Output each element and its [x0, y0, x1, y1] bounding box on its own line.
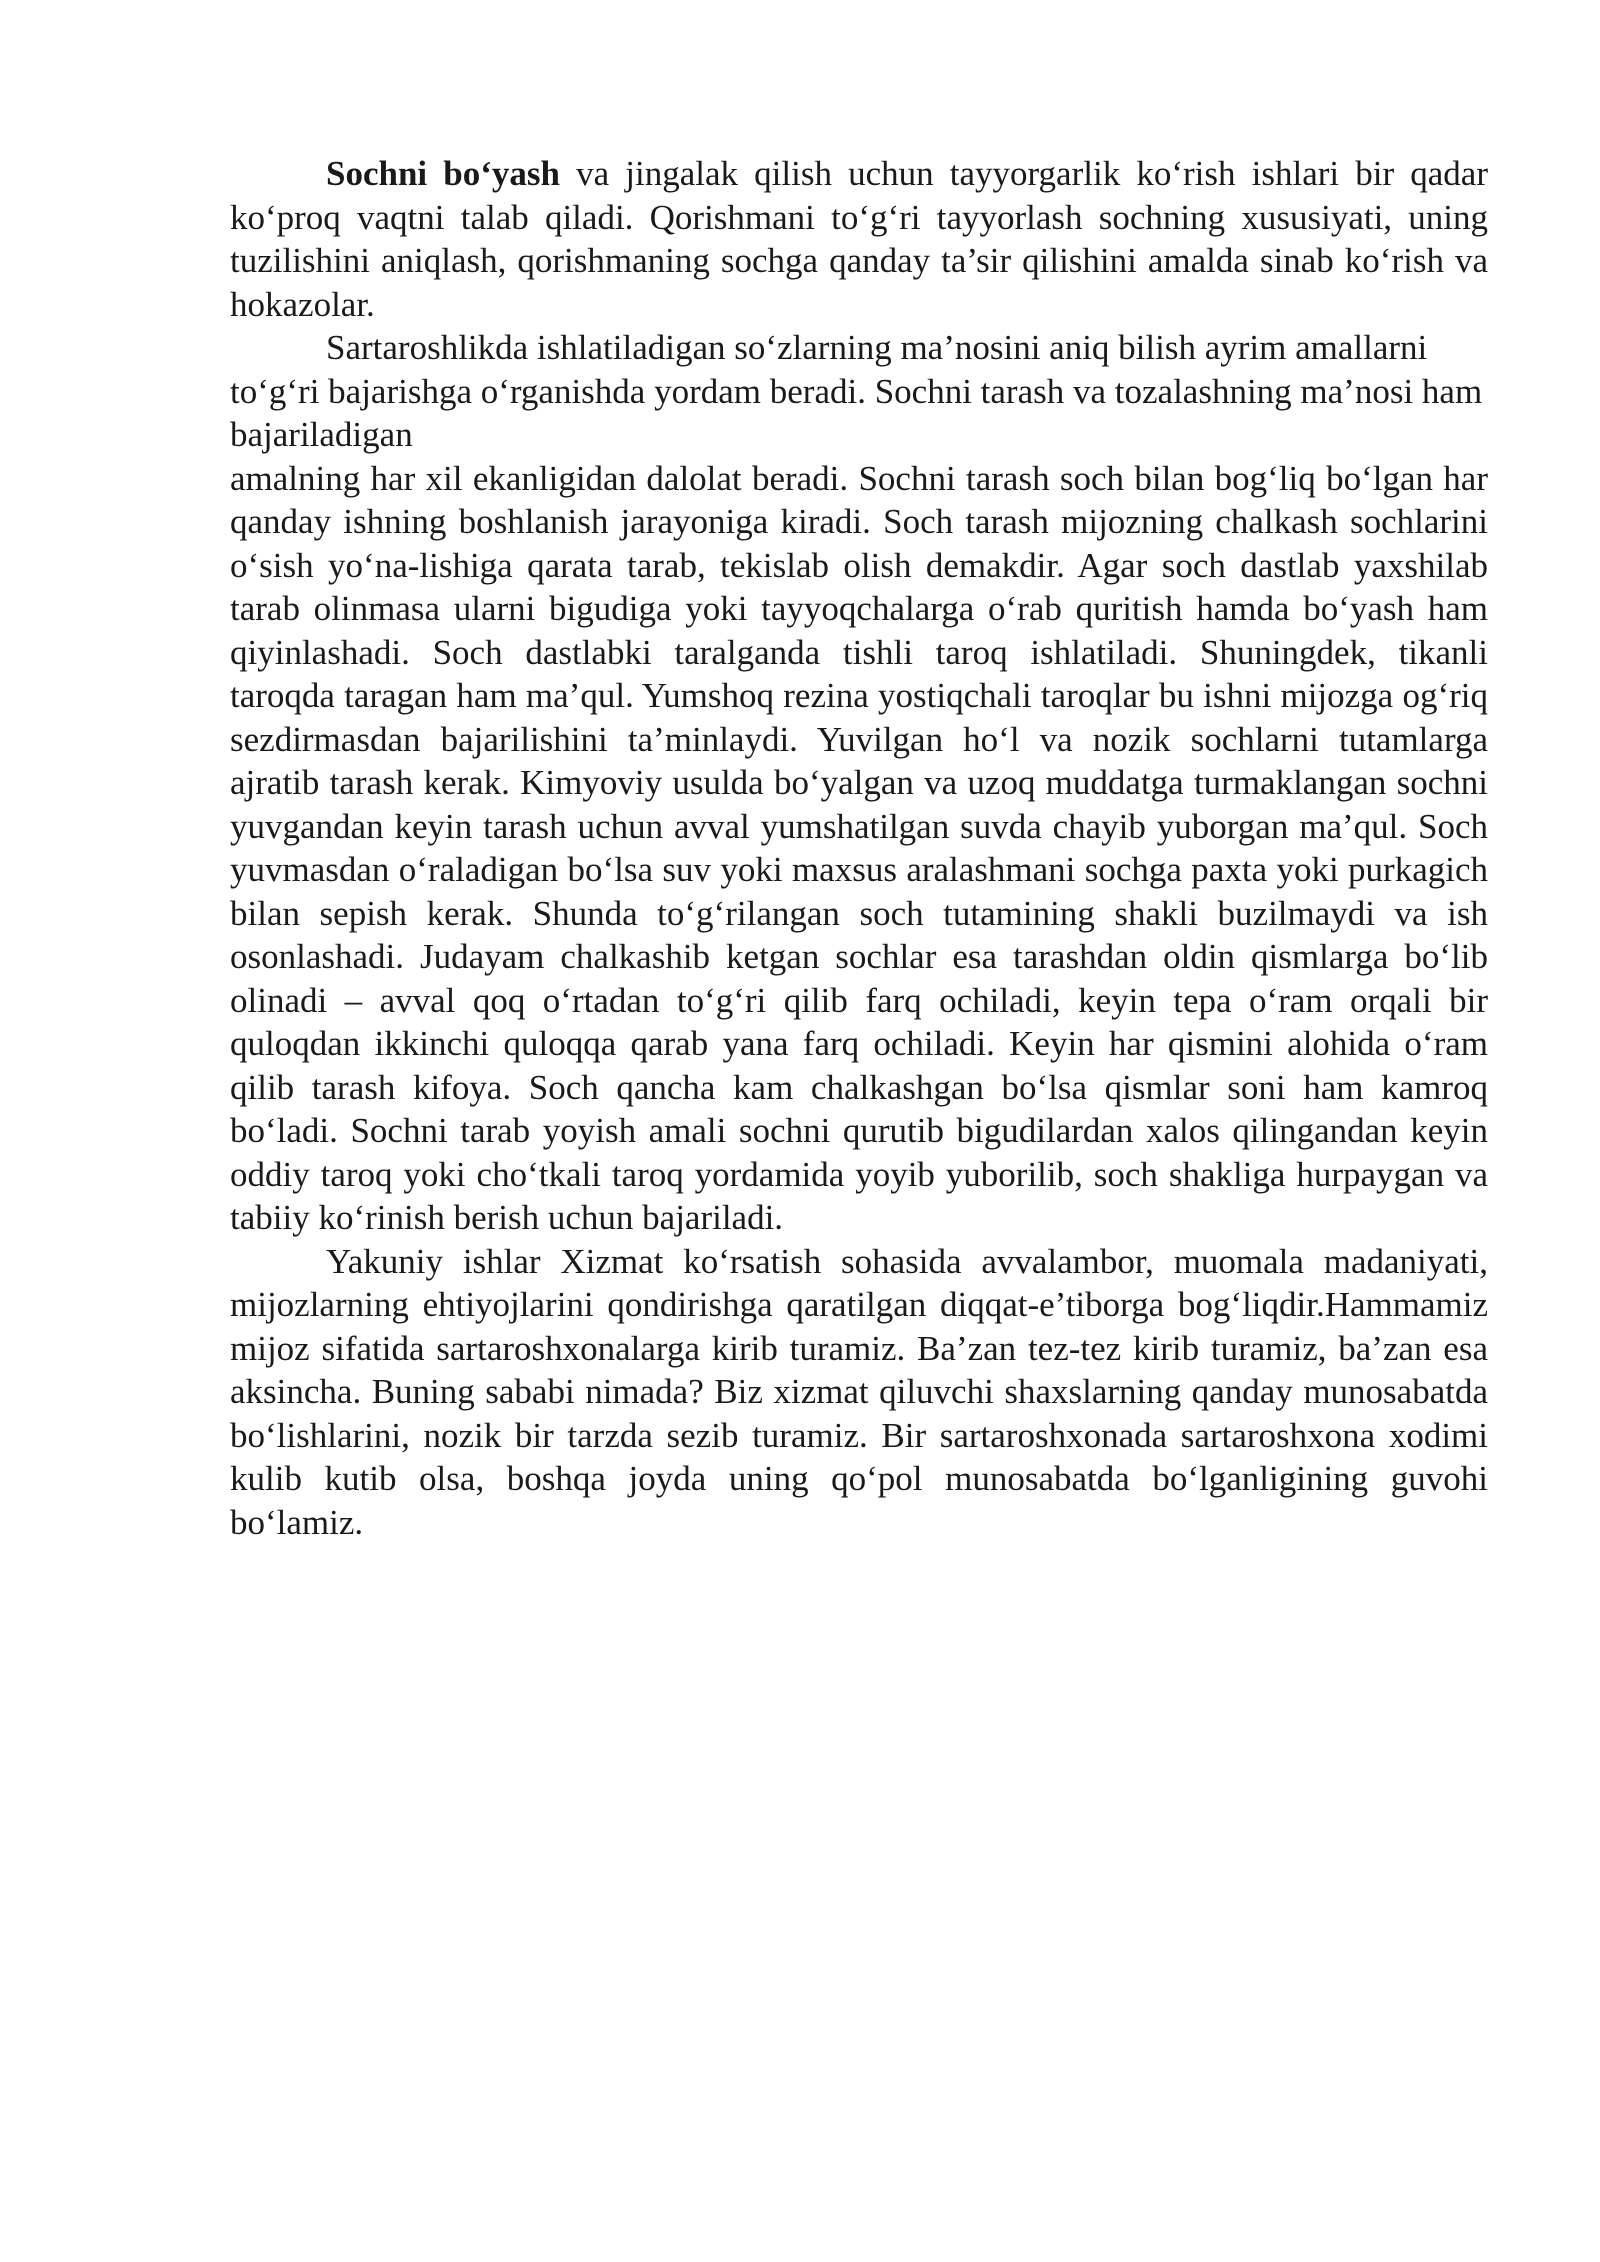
paragraph-1-lead: Sochni bo‘yash — [326, 154, 560, 193]
paragraph-1-text: va jingalak qilish uchun tayyorgarlik ko‘rish ishlari bir qadar ko‘proq vaqtni talab qiladi. Qorishmani to‘g‘ri tayyorlash sochning xususiyati, uning tuzilishini aniqlash, qorishmaning sochga qanday ta’sir qilishini amalda sinab ko‘rish va hokazolar. — [230, 154, 1488, 324]
paragraph-3: amalning har xil ekanligidan dalolat beradi. Sochni tarash soch bilan bog‘liq bo‘lgan har qanday ishning boshlanish jarayoniga kiradi. Soch tarash mijozning chalkash sochlarini o‘sish yo‘na-lishiga qarata tarab, tekislab olish demakdir. Agar soch dastlab yaxshilab tarab olinmasa ularni bigudiga yoki tayyoqchalarga o‘rab quritish hamda bo‘yash ham qiyinlashadi. Soch dastlabki taralganda tishli taroq ishlatiladi. Shuningdek, tikanli taroqda taragan ham ma’qul. Yumshoq rezina yostiqchali taroqlar bu ishni mijozga og‘riq sezdirmasdan bajarilishini ta’minlaydi. Yuvilgan ho‘l va nozik sochlarni tutamlarga ajratib tarash kerak. Kimyoviy usulda bo‘yalgan va uzoq muddatga turmaklangan sochni yuvgandan keyin tarash uchun avval yumshatilgan suvda chayib yuborgan ma’qul. Soch yuvmasdan o‘raladigan bo‘lsa suv yoki maxsus aralashmani sochga paxta yoki purkagich bilan sepish kerak. Shunda to‘g‘rilangan soch tutamining shakli buzilmaydi va ish osonlashadi. Judayam chalkashib ketgan sochlar esa tarashdan oldin qismlarga bo‘lib olinadi – avval qoq o‘rtadan to‘g‘ri qilib farq ochiladi, keyin tepa o‘ram orqali bir quloqdan ikkinchi quloqqa qarab yana farq ochiladi. Keyin har qismini alohida o‘ram qilib tarash kifoya. Soch qancha kam chalkashgan bo‘lsa qismlar soni ham kamroq bo‘ladi. Sochni tarab yoyish amali sochni qurutib bigudilardan xalos qilingandan keyin oddiy taroq yoki cho‘tkali taroq yordamida yoyib yuborilib, soch shakliga hurpaygan va tabiiy ko‘rinish berish uchun bajariladi. — [230, 458, 1488, 1237]
paragraph-1 — [230, 152, 1488, 326]
paragraph-2: Sartaroshlikda ishlatiladigan so‘zlarning ma’nosini aniq bilish ayrim amallarni to‘g‘ri bajarishga o‘rganishda yordam beradi. Sochni tarash va tozalashning ma’nosi ham bajariladigan — [230, 328, 1483, 454]
paragraph-4: Yakuniy ishlar Xizmat ko‘rsatish sohasida avvalambor, muomala madaniyati, mijozlarning ehtiyojlarini qondirishga qaratilgan diqqat-e’tiborga bog‘liqdir.Hammamiz mijoz sifatida sartaroshxonalarga kirib turamiz. Ba’zan tez-tez kirib turamiz, ba’zan esa aksincha. Buning sababi nimada? Biz xizmat qiluvchi shaxslarning qanday munosabatda bo‘lishlarini, nozik bir tarzda sezib turamiz. Bir sartaroshxonada sartaroshxona xodimi kulib kutib olsa, boshqa joyda uning qo‘pol munosabatda bo‘lganligining guvohi bo‘lamiz. — [230, 1241, 1488, 1542]
document-page — [230, 152, 1488, 1544]
